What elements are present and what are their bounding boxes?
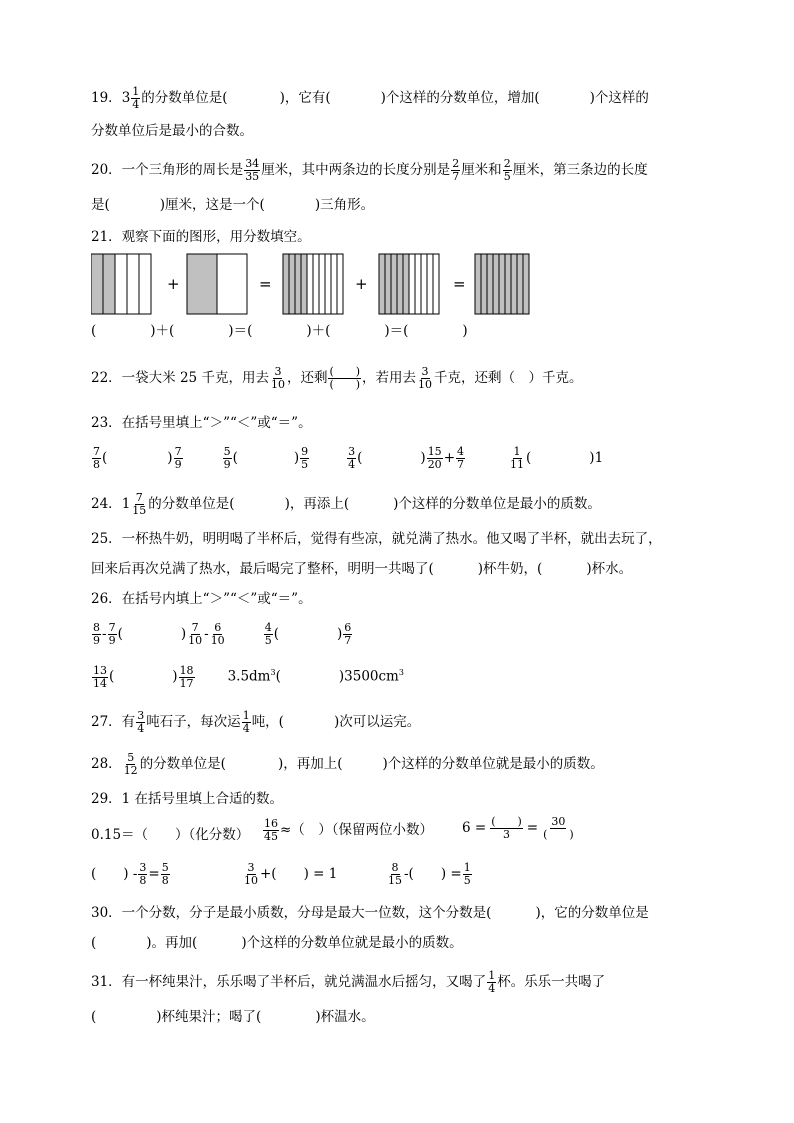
equals-sign: = — [453, 275, 466, 293]
question-29-row2a: ( ) - $\frac{3}{8}$ = $\frac{5}{8}$ — [91, 861, 169, 887]
question-22: 22．一袋大米 25 千克，用去 $\frac{3}{10}$ ，还剩 $\frac{( )}{( )}$ ，若用去 $\frac{3}{10}$ 千克，还剩（ ）千克。 — [91, 365, 583, 391]
question-26: 26．在括号内填上“＞”“＜”或“＝”。 — [91, 591, 312, 607]
question-21-answers[interactable]: ( )＋( )＝( )＋( )＝( ) — [91, 323, 468, 339]
question-20: 20．一个三角形的周长是 $\frac{34}{35}$ 厘米，其中两条边的长度分别是 $\frac{2}{7}$ 厘米和 $\frac{2}{5}$ 厘米，第三条边的长度 — [91, 157, 648, 183]
question-31: 31．有一杯纯果汁，乐乐喝了半杯后，就兑满温水后摇匀，又喝了 $\frac{1}{4}$ 杯。乐乐一共喝了 — [91, 969, 606, 995]
question-23: 23．在括号里填上“＞”“＜”或“＝”。 — [91, 415, 312, 431]
question-20-line2: 是( )厘米，这是一个( )三角形。 — [91, 197, 375, 213]
fraction: $\frac{3}{10}$ — [418, 365, 433, 391]
question-25-line2: 回来后再次兑满了热水，最后喝完了整杯，明明一共喝了( )杯牛奶，( )杯水。 — [91, 561, 633, 577]
question-30-line2: ( )。再加( )个这样的分数单位就是最小的质数。 — [91, 935, 463, 951]
fraction-bar-1 — [91, 254, 151, 314]
fraction: $\frac{2}{5}$ — [503, 157, 511, 183]
question-27: 27．有 $\frac{3}{4}$ 吨石子，每次运 $\frac{1}{4}$ 吨，( )次可以运完。 — [91, 709, 421, 735]
plus-sign: + — [167, 275, 180, 293]
question-29: 29．1 在括号里填上合适的数。 — [91, 791, 284, 807]
question-29-b: $\frac{16}{45}$ ≈（ ）（保留两位小数） — [264, 817, 434, 843]
question-25: 25．一杯热牛奶，明明喝了半杯后，觉得有些凉，就兑满了热水。他又喝了半杯，就出去玩了， — [91, 531, 662, 547]
fraction: $\frac{3}{10}$ — [270, 365, 285, 391]
equals-sign: = — [259, 275, 272, 293]
question-31-line2: ( )杯纯果汁；喝了( )杯温水。 — [91, 1009, 375, 1025]
plus-sign: + — [355, 275, 368, 293]
fraction: $\frac{2}{7}$ — [452, 157, 460, 183]
question-26-row2: $\frac{13}{14}$ ( ) $\frac{18}{17}$ $3.5dm^3$( )$3500cm^3$ — [93, 663, 404, 690]
fraction-bar-2 — [187, 254, 247, 314]
question-29-row2b: $\frac{3}{10}$ +( ) = 1 — [244, 861, 338, 887]
question-19-line2: 分数单位后是最小的合数。 — [91, 123, 253, 139]
question-19: 19．3 $\frac{1}{4}$ 的分数单位是( )，它有( )个这样的分数单位，增加( )个这样的 — [91, 85, 649, 111]
fraction-bar-5 — [475, 254, 529, 314]
fraction-bar-3 — [283, 254, 343, 314]
question-29-a[interactable]: 0.15＝（ ）（化分数） — [91, 827, 250, 843]
answer-fraction[interactable]: $\frac{( )}{( )}$ — [329, 365, 361, 391]
question-28: 28． $\frac{5}{12}$ 的分数单位是( )，再加上( )个这样的分数单位就是最小的质数。 — [91, 751, 604, 777]
question-23-items: $\frac{7}{8}$ ( ) $\frac{7}{9}$ $\frac{5}{9}$ ( ) $\frac{9}{5}$ $\frac{3}{4}$ ( ) $\frac{15}{20}$ + $\frac{4}{7}$ $\frac{1}{11}$ ( )1 — [93, 445, 604, 471]
question-26-row1: $\frac{8}{9}$ - $\frac{7}{9}$ ( ) $\frac{7}{10}$ - $\frac{6}{10}$ $\frac{4}{5}$ ( ) $\frac{6}{7}$ — [93, 621, 352, 647]
fraction-bars-figure — [91, 253, 531, 317]
fraction: $\frac{1}{4}$ — [132, 85, 140, 111]
question-29-row2c: $\frac{8}{15}$ -( ) = $\frac{1}{5}$ — [388, 861, 471, 887]
question-21: 21．观察下面的图形，用分数填空。 — [91, 229, 311, 245]
question-30: 30．一个分数，分子是最小质数，分母是最大一位数，这个分数是( )，它的分数单位是 — [91, 905, 649, 921]
fraction: $\frac{34}{35}$ — [245, 157, 260, 183]
question-24: 24．1 $\frac{7}{15}$ 的分数单位是( )，再添上( )个这样的分数单位是最小的质数。 — [91, 491, 601, 517]
question-29-c: 6 = $\frac{( )}{3}$ = $\frac{30}{( )}$ — [462, 815, 574, 841]
fraction-bar-4 — [379, 254, 439, 314]
